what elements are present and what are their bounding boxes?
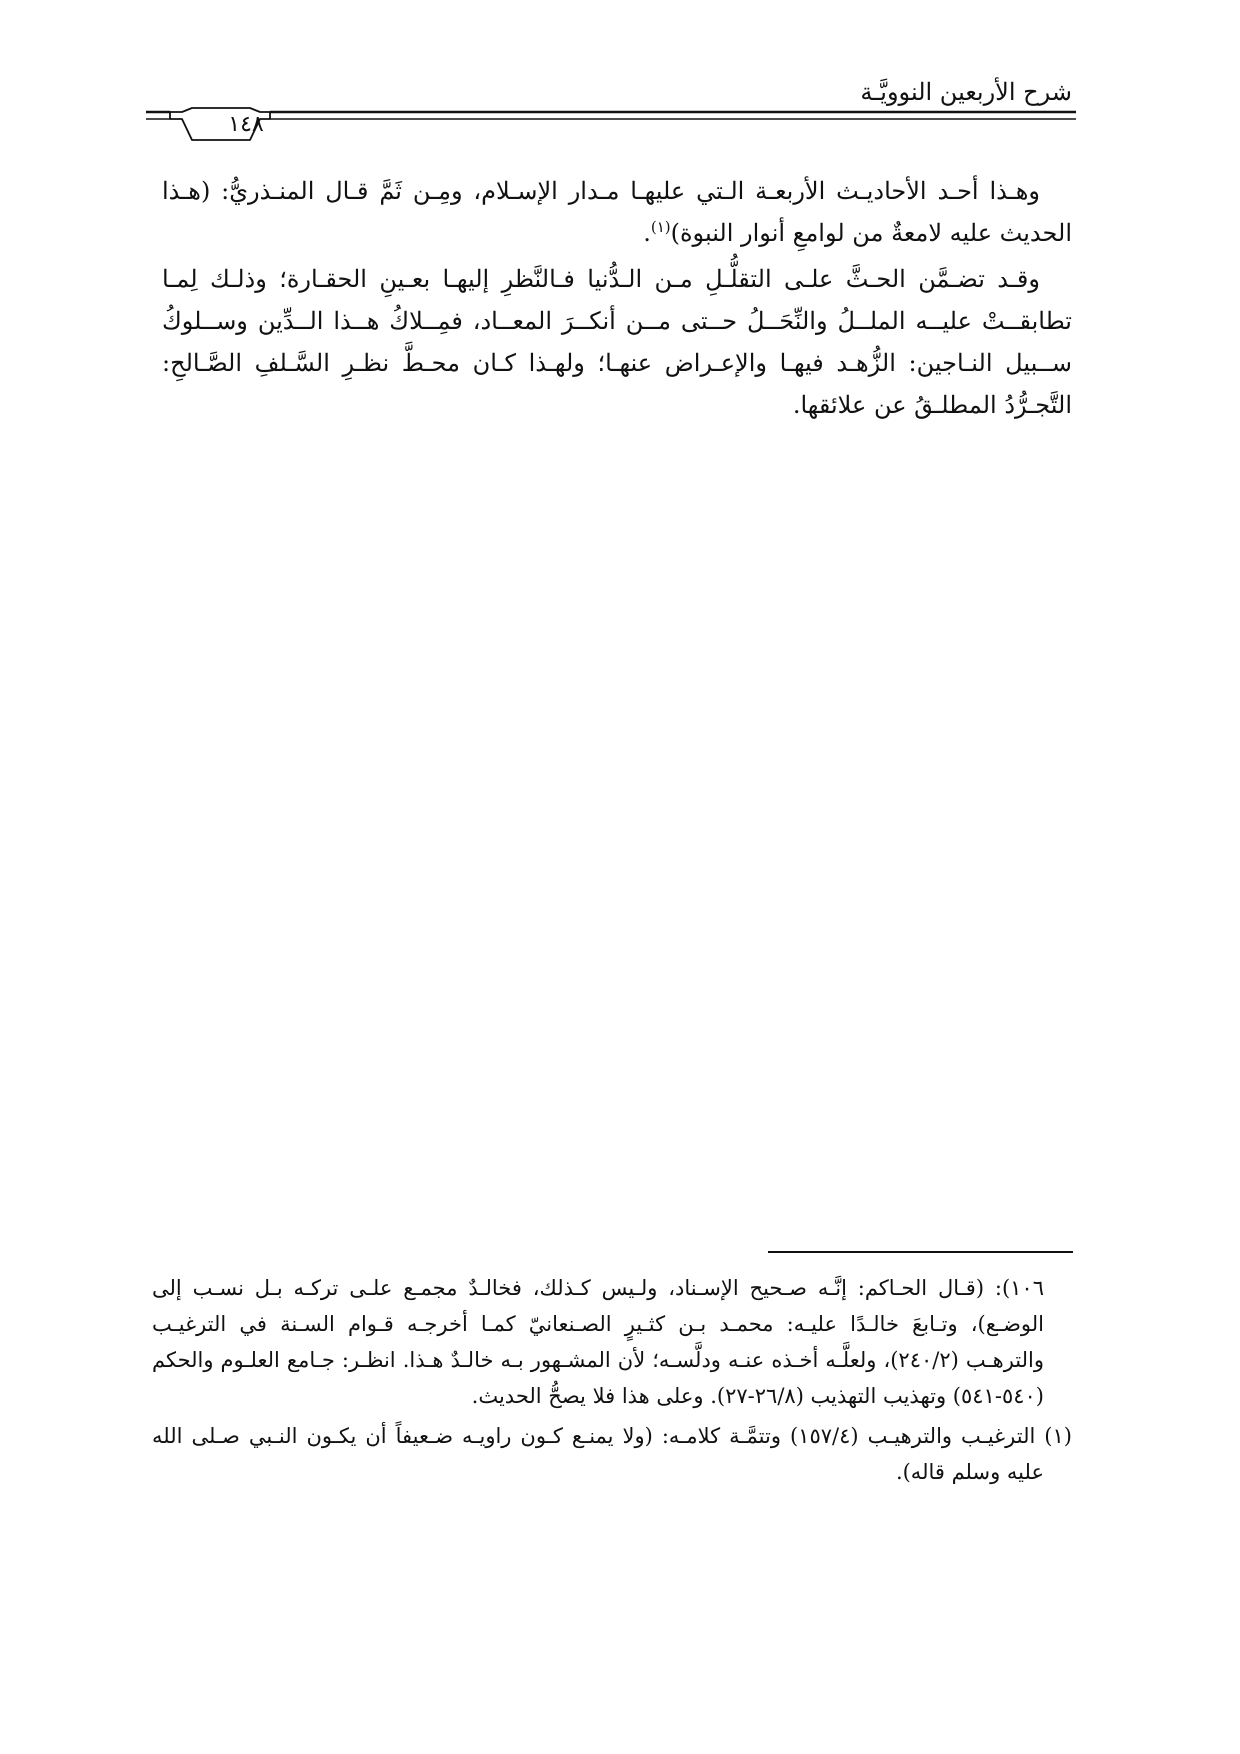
body-paragraph-2: وقـد تضـمَّن الحـثَّ علـى التقلُّـلِ مـن الـدُّنيا فـالنَّظرِ إليهـا بعـينِ الحقـارة؛ وذلـك لِمـا تطابقــتْ عليــه الملــلُ والنِّحَــلُ حــتى مــن أنكــرَ المعــاد، فمِــلاكُ هــذا الــدِّين وســلوكُ ســبيل النـاجين: الزُّهـد فيهـا والإعـراض عنهـا؛ ولهـذا كـان محـطَّ نظـرِ السَّـلفِ الصَّـالحِ: التَّجـرُّدُ المطلـقُ عن علائقها.	[162, 265, 1072, 419]
body-paragraph-1-text: وهـذا أحـد الأحاديـث الأربعـة الـتي عليهـا مـدار الإسـلام، ومِـن ثَمَّ قـال المنـذريُّ: (هـذا الحديث عليه لامعةٌ من لوامعِ أنوار النبوة)	[162, 177, 1072, 247]
running-header-title: شرح الأربعين النوويَّـة	[860, 78, 1072, 106]
footnote-separator	[768, 1251, 1073, 1253]
footnotes	[152, 1270, 1072, 1490]
footnote-continued: ١٠٦): (قـال الحـاكم: إنَّـه صـحيح الإسـناد، ولـيس كـذلك، فخالـدٌ مجمـع علـى تركـه بـل نسـب إلى الوضـع)، وتـابعَ خالـدًا عليـه: محمـد بـن كثـيرٍ الصـنعانيّ كمـا أخرجـه قـوام السـنة في الترغيـب والترهـب (٢٤٠/٢)، ولعلَّـه أخـذه عنـه ودلَّسـه؛ لأن المشـهور بـه خالـدٌ هـذا. انظـر: جـامع العلـوم والحكم (٥٤٠-٥٤١) وتهذيب التهذيب (٢٦/٨-٢٧). وعلى هذا فلا يصحُّ الحديث.	[152, 1276, 1045, 1408]
body-paragraph-1-end: .	[643, 219, 651, 247]
body-paragraph-1	[162, 170, 1072, 254]
body-text	[162, 170, 1072, 426]
footnote-1: (١) الترغيـب والترهيـب (١٥٧/٤) وتتمَّـة كلامـه: (ولا يمنـع كـون راويـه ضـعيفاً أن يكـون النـبي صـلى الله عليه وسلم قاله).	[152, 1424, 1072, 1484]
footnote-reference: (١)	[650, 218, 671, 236]
page-number: ١٤٨	[228, 112, 264, 137]
